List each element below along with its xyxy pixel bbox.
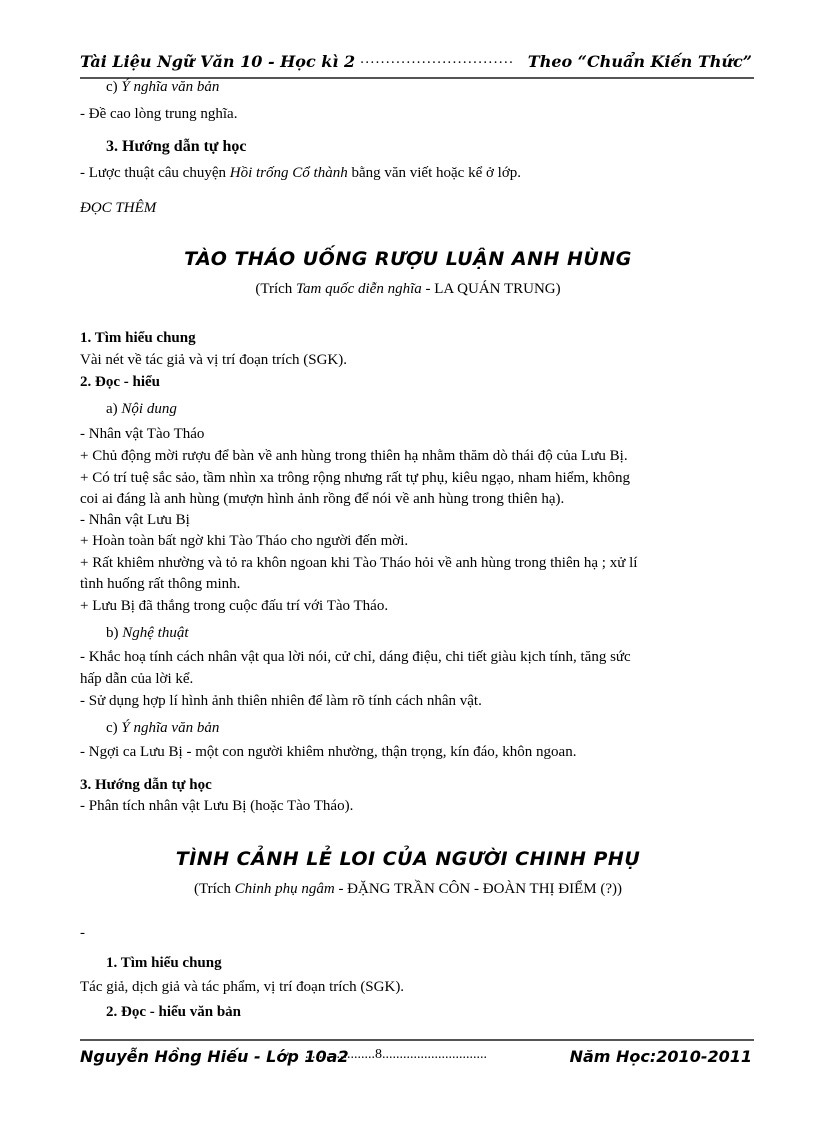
paragraph: - Lược thuật câu chuyện Hồi trống Cổ thành bằng văn viết hoặc kể ở lớp. xyxy=(80,165,522,181)
paragraph: - xyxy=(80,925,85,941)
paragraph: - Phân tích nhân vật Lưu Bị (hoặc Tào Tháo). xyxy=(80,798,354,814)
paragraph: Tác giả, dịch giả và tác phẩm, vị trí đoạn trích (SGK). xyxy=(80,979,405,995)
paragraph: - Nhân vật Lưu Bị xyxy=(80,512,190,528)
header-right: Theo “Chuẩn Kiến Thức” xyxy=(527,52,752,71)
section-heading: 3. Hướng dẫn tự học xyxy=(80,777,212,793)
footer-year: Năm Học:2010-2011 xyxy=(569,1047,752,1066)
section-heading: 2. Đọc - hiểu văn bản xyxy=(106,1004,242,1020)
paragraph: + Lưu Bị đã thắng trong cuộc đấu trí với Tào Tháo. xyxy=(80,598,389,614)
doc-them-label: ĐỌC THÊM xyxy=(80,200,157,216)
paragraph: hấp dẫn của lời kể. xyxy=(80,671,194,687)
paragraph: - Khắc hoạ tính cách nhân vật qua lời nói, cử chỉ, dáng điệu, chi tiết giàu kịch tính, tăng sức xyxy=(80,649,631,665)
subheading: a) Nội dung xyxy=(106,401,177,417)
paragraph: tình huống rất thông minh. xyxy=(80,576,241,592)
paragraph: - Ngợi ca Lưu Bị - một con người khiêm nhường, thận trọng, kín đáo, khôn ngoan. xyxy=(80,744,577,760)
section-title: TÀO THÁO UỐNG RƯỢU LUẬN ANH HÙNG xyxy=(184,248,632,270)
page-footer xyxy=(80,1047,752,1066)
footer-page-number: ....................8.............................. xyxy=(305,1047,487,1062)
section-title: TÌNH CẢNH LẺ LOI CỦA NGƯỜI CHINH PHỤ xyxy=(175,848,641,870)
paragraph: - Nhân vật Tào Tháo xyxy=(80,426,205,442)
subheading: b) Nghệ thuật xyxy=(106,625,189,641)
section-heading: 3. Hướng dẫn tự học xyxy=(106,138,247,155)
section-source: (Trích Chinh phụ ngâm - ĐẶNG TRẦN CÔN - ĐOÀN THỊ ĐIỂM (?)) xyxy=(193,881,623,897)
paragraph: + Rất khiêm nhường và tỏ ra khôn ngoan khi Tào Tháo hỏi về anh hùng trong thiên hạ ; xử lí xyxy=(80,555,638,571)
paragraph: coi ai đáng là anh hùng (mượn hình ảnh rồng để nói về anh hùng trong thiên hạ). xyxy=(80,491,565,507)
paragraph: + Có trí tuệ sắc sảo, tầm nhìn xa trông rộng nhưng rất tự phụ, kiêu ngạo, nham hiểm, không xyxy=(80,470,631,486)
paragraph: Vài nét về tác giả và vị trí đoạn trích (SGK). xyxy=(80,352,347,368)
section-heading: 2. Đọc - hiểu xyxy=(80,374,160,390)
paragraph: + Hoàn toàn bất ngờ khi Tào Tháo cho người đến mời. xyxy=(80,533,409,549)
page-header xyxy=(80,52,752,71)
paragraph: + Chủ động mời rượu để bàn về anh hùng trong thiên hạ nhằm thăm dò thái độ của Lưu Bị. xyxy=(80,448,628,464)
header-title: Tài Liệu Ngữ Văn 10 - Học kì 2 xyxy=(80,52,356,71)
section-heading: 1. Tìm hiểu chung xyxy=(80,330,196,346)
section-heading: 1. Tìm hiểu chung xyxy=(106,955,222,971)
subheading: c) Ý nghĩa văn bản xyxy=(106,79,220,95)
section-source: (Trích Tam quốc diễn nghĩa - LA QUÁN TRUNG) xyxy=(255,281,561,297)
footer-author: Nguyễn Hồng Hiếu - Lớp 10a2 xyxy=(80,1047,349,1066)
subheading: c) Ý nghĩa văn bản xyxy=(106,720,220,736)
header-dots: .............................. xyxy=(360,52,514,67)
footer-rule xyxy=(80,1039,754,1041)
paragraph: - Sử dụng hợp lí hình ảnh thiên nhiên để làm rõ tính cách nhân vật. xyxy=(80,693,482,709)
paragraph: - Đề cao lòng trung nghĩa. xyxy=(80,106,238,122)
